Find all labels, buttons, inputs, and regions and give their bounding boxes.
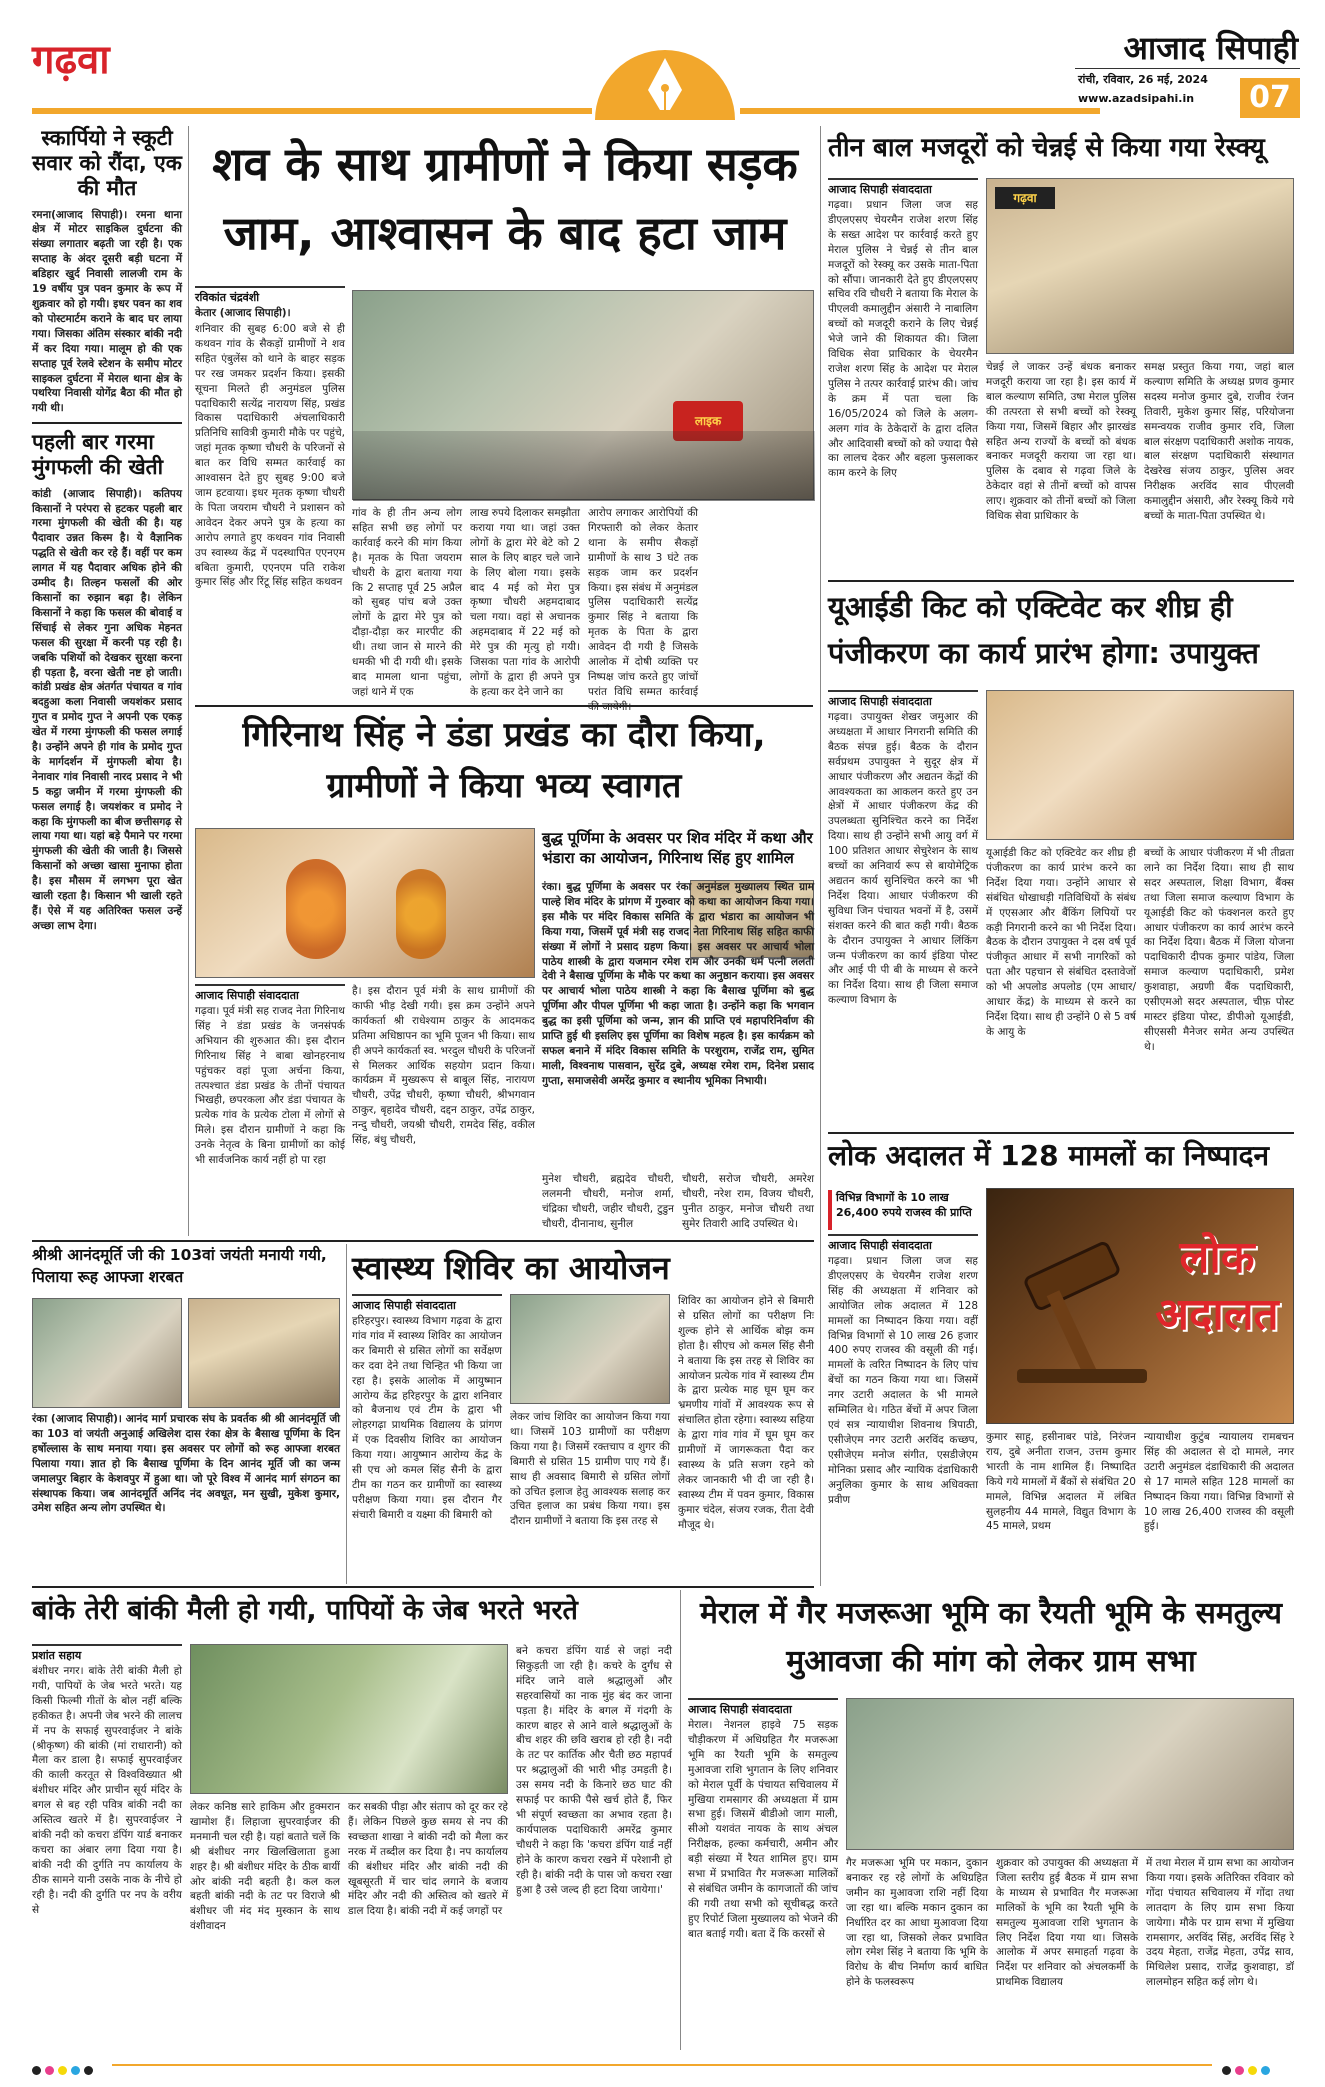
banke-river-photo	[190, 1644, 508, 1794]
uidai-byline: आजाद सिपाही संवाददाता	[828, 690, 978, 709]
rescue-photo	[986, 178, 1294, 354]
buddha-subheadline: बुद्ध पूर्णिमा के अवसर पर शिव मंदिर में कथा और भंडारा का आयोजन, गिरिनाथ सिंह हुए शामिल	[542, 829, 813, 868]
rescue-bottom-rule	[828, 580, 1294, 582]
main-col1: शनिवार की सुबह 6:00 बजे से ही कथवन गांव के सैकड़ों ग्रामीणों ने शव सहित एंबुलेंस को थाने के बाहर सड़क पर रख जमकर प्रदर्शन किया। इसकी सूचना मिलते ही अनुमंडल पुलिस पदाधिकारी सत्येंद्र नारायण सिंह, प्रखंड विकास पदाधिकारी अंचलाधिकारी प्रतिनिधि सावित्री कुमारी मौके पर पहुंचे, जहां मृतक कृष्णा चौधरी के परिजनों से बात कर विधि सम्मत कार्रवाई का आश्वासन देते हुए सुबह 9:00 बजे जाम हटवाया। इधर मृतक कृष्णा चौधरी के पिता जयराम चौधरी ने प्रशासन को आवेदन देकर अपने पुत्र के हत्या का आरोप लगाते हुए कथवन गांव निवासी उप स्वास्थ्य केंद्र में पदस्थापित एएनएम बबिता कुमारी, एएनएम पति राकेश कुमार सिंह और रिंटू सिंह सहित कथवन	[195, 323, 345, 589]
lok-image-text: लोक अदालत	[1155, 1232, 1279, 1341]
footer-line	[112, 2064, 1212, 2066]
registration-dots-right	[1222, 2060, 1274, 2079]
rescue-col1: गढ़वा। प्रधान जिला जज सह डीएलएसए चेयरमैन राजेश शरण सिंह के सख्त आदेश पर कार्रवाई करते हुए मेराल पुलिस ने चेन्नई से तीन बाल मजदूरों को रेस्क्यू कर उसके माता-पिता को सौंपा। जानकारी देते हुए डीएलएसए सचिव रवि चौधरी ने बताया कि मेराल के पीएलवी कमालुद्दीन अंसारी ने नाबालिग बच्चों को मजदूरी कराने के लिए चेन्नई भेजे जाने की शिकायत की। जिला विधिक सेवा प्राधिकार के चेयरमैन राजेश शरण सिंह के आदेश पर मेराल पुलिस ने तत्पर कार्रवाई प्रारंभ की। जांच के क्रम में पता चला कि 16/05/2024 को जिले के अलग-अलग गांव के ठेकेदारों के द्वारा दलित और आदिवासी बच्चों को को ज्यादा पैसे का लालच देकर और बहला फुसलाकर काम करने के लिए	[828, 199, 978, 480]
uidai-headline: यूआईडी किट को एक्टिवेट कर शीघ्र ही पंजीकरण का कार्य प्रारंभ होगा: उपायुक्त	[828, 590, 1259, 671]
pen-nib-icon	[590, 40, 740, 120]
left-column	[32, 126, 182, 1256]
paper-name: आजाद सिपाही	[1123, 29, 1298, 67]
story1-headline: स्कार्पियो ने स्कूटी सवार को रौंदा, एक की मौत	[32, 126, 182, 201]
masthead-rule-left	[32, 108, 592, 114]
banke-col3: कर सबकी पीड़ा और संताप को दूर कर रहे हैं। लेकिन पिछले कुछ समय से नप की स्वच्छता शाखा ने बांकी नदी को मैला कर नरक में तब्दील कर दिया है। नप कार्यालय की बंशीधर मंदिर और बांकी नदी की खूबसूरती में चार चांद लगाने के बजाय मंदिर और नदी की अस्तित्व को खतरे में डाल दिया है। बांकी नदी में कई जगहों पर	[348, 1801, 508, 1918]
website: www.azadsipahi.in	[1078, 92, 1195, 105]
girinath-col1: गढ़वा। पूर्व मंत्री सह राजद नेता गिरिनाथ सिंह ने डंडा प्रखंड के जनसंपर्क अभियान की शुरुआत की। इस दौरान गिरिनाथ सिंह ने बाबा खोनहरनाथ पहुंचकर वहां पूजा अर्चना किया, तत्पश्चात डंडा प्रखंड के तीनों पंचायत भिखही, छपरकला और डंडा पंचायत के प्रत्येक गांव के प्रत्येक टोला में लोगों से मिले। इस दौरान ग्रामीणों ने कहा कि उनके नेतृत्व के बिना ग्रामीणों का कोई भी सार्वजनिक कार्य नहीं हो पा रहा	[195, 1005, 345, 1167]
lok-col2: कुमार साहू, हसीनाबर पांडे, निरंजन राय, दुबे अनीता राजन, उत्तम कुमार भारती के नाम शामिल हैं। निष्पादित किये गये मामलों में बैंकों से संबंधित 20 मामले, विभिन्न अदालत में लंबित सुलहनीय 44 मामले, विद्युत विभाग के 45 मामले, प्रथम	[986, 1431, 1136, 1533]
anandmurti-photo-1	[32, 1298, 182, 1408]
pen-nib-emblem	[590, 40, 740, 120]
registration-dots-left	[32, 2060, 97, 2079]
masthead-divider	[1075, 68, 1300, 69]
lok-headline: लोक अदालत में 128 मामलों का निष्पादन	[828, 1139, 1269, 1172]
banke-col2: लेकर कनिष्ठ सारे हाकिम और हुक्मरान खामोश हैं। लिहाजा सुपरवाईजर की मनमानी चल रही है। यहां बताते चलें कि श्री बंशीधर नगर खिलखिलाता हुआ शहर है। श्री बंशीधर मंदिर के ठीक बायीं ओर बांकी नदी बहती है। कल कल बहती बांकी नदी के तट पर विराजे श्री बंशीधर जी मंद मंद मुस्कान के साथ वंशीवादन	[190, 1801, 340, 1933]
lok-sub-box: विभिन्न विभागों के 10 लाख 26,400 रुपये राजस्व की प्राप्ति	[828, 1190, 978, 1230]
banke-col4: बने कचरा डंपिंग यार्ड से जहां नदी सिकुड़ती जा रही है। कचरे के दुर्गंध से मंदिर जाने वाले श्रद्धालुओं और सहरवासियों का नाक मुंह बंद कर जाना पड़ता है। मंदिर के बगल में गंदगी के कारण बाहर से आने वाले श्रद्धालुओं के बीच शहर की छवि खराब हो रही है। नदी के तट पर कार्तिक और चैती छठ महापर्व पर श्रद्धालुओं की भारी भीड़ उमड़ती है। उस समय नदी के किनारे छठ घाट की सफाई पर काफी पैसे खर्च होते हैं, फिर भी संपूर्ण स्वच्छता का अभाव रहता है। कार्यपालक पदाधिकारी अमरेंद्र कुमार चौधरी ने कहा कि 'कचरा डंपिंग यार्ड नहीं होने के कारण कचरा रखने में परेशानी हो रही है। बांकी नदी के पास जो कचरा रखा हुआ है उसे जल्द ही हटा दिया जायेगा।'	[516, 1645, 672, 1896]
health-headline: स्वास्थ्य शिविर का आयोजन	[352, 1249, 670, 1287]
uidai-bottom-rule	[828, 1132, 1294, 1134]
truck-sign: लाइक	[673, 401, 743, 441]
meral-col1: मेराल। नेशनल हाइवे 75 सड़क चौड़ीकरण में अधिग्रहित गैर मजरूआ भूमि का रैयती भूमि के समतुल्य मुआवजा राशि भुगतान के लिए शनिवार को मेराल पूर्वी के पंचायत सचिवालय में मुखिया रामसागर की अध्यक्षता में ग्राम सभा हुई। जिसमें बीडीओ जाग माली, सीओ यशवंत नायक के साथ अंचल निरीक्षक, हल्का कर्मचारी, अमीन और बड़ी संख्या में रैयत शामिल हुए। ग्राम सभा में प्रभावित गैर मजरूआ मालिकों से संबंधित जमीन के कागजातों की जांच की गयी तथा सभी को सूचीबद्ध करते हुए रिपोर्ट जिला मुख्यालय को भेजने की बात बताई गयी। बता दें कि करसों से	[688, 1719, 838, 1940]
meral-col4: में तथा मेराल में ग्राम सभा का आयोजन किया गया। इसके अतिरिक्त रविवार को गोंदा पंचायत सचिवालय में गोंदा तथा लातदाग के लिए ग्राम सभा किया जायेगा। मौके पर ग्राम सभा में मुखिया रामसागर, अरविंद सिंह, अरविंद सिंह रे उदय मेहता, राजेंद्र मेहता, उपेंद्र साव, मिथिलेश प्रसाद, राजेंद्र कुशवाहा, डॉ लालमोहन सहित कई लोग थे।	[1146, 1857, 1294, 1989]
masthead	[0, 0, 1325, 120]
meral-headline: मेराल में गैर मजरूआ भूमि का रैयती भूमि के समतुल्य मुआवजा की मांग को लेकर ग्राम सभा	[699, 1596, 1282, 1679]
lok-adalat-image	[986, 1188, 1294, 1424]
story2-body: कांडी (आजाद सिपाही)। कतिपय किसानों ने परंपरा से हटकर पहली बार गरमा मुंगफली की खेती की है। यह पैदावार उन्नत किस्म है। ये वैज्ञानिक पद्धति से खेती कर रहे हैं। वहीं पर कम लागत में यह पैदावार अधिक होने की उम्मीद है। तिल्हन फसलों की ओर किसानों का रुझान बढ़ा है। लेकिन किसानों ने कहा कि फसल की बोवाई व सिंचाई से लेकर गुना अधिक मेहनत फसल की सुरक्षा में करनी पड़ रही है। जबकि पशियों को देखकर सुरक्षा करना ही पड़ता है, वरना खेती नष्ट हो जाती। कांडी प्रखंड क्षेत्र अंतर्गत पंचायत व गांव बदहुआ कला निवासी जयशंकर प्रसाद गुप्त व प्रमोद गुप्त ने अपनी एक एकड़ खेत में गरमा मुंगफली की फसल लगाई है। उन्होंने अपने ही गांव के प्रमोद गुप्त के मार्गदर्शन में मुंगफली बोया है। नेनावार गांव निवासी नारद प्रसाद ने भी 5 कट्ठा जमीन में गरमा मुंगफली की फसल लगाई है। जयशंकर व प्रमोद ने कहा कि मुंगफली का बीज छत्तीसगढ़ से लाया गया था। यहां बड़े पैमाने पर गरमा मुंगफली की खेती की जाती है। जिससे किसानों को अच्छा खासा मुनाफा होता है। इस मौसम में लगभग पूरा खेत खाली रहता है। किसान भी खाली रहते हैं। ऐसे में यह अतिरिक्त फसल उन्हें अच्छा लाभ देगा।	[32, 487, 182, 932]
buddha-body: रंका। बुद्ध पूर्णिमा के अवसर पर रंका अनुमंडल मुख्यालय स्थित ग्राम पाल्हे शिव मंदिर के प्रांगण में गुरुवार को कथा का आयोजन किया गया। इस मौके पर मंदिर विकास समिति के द्वारा भंडारा का आयोजन भी किया गया, जिसमें पूर्व मंत्री सह राजद नेता गिरिनाथ सिंह सहित काफी संख्या में लोगों ने प्रसाद ग्रहण किया। इस अवसर पर आचार्य भोला पाठेय शास्त्री के द्वारा यजमान रमेश राम और उनकी धर्म पत्नी ललती देवी ने बैसाख पूर्णिमा के मौके पर कथा का अनुष्ठान कराया। इस अवसर पर आचार्य भोला पाठेय शास्त्री ने कहा कि बैसाख पूर्णिमा को बुद्ध पूर्णिमा और पीपल पूर्णिमा भी कहा जाता है। उन्होंने कहा कि भगवान बुद्ध का इसी पूर्णिमा को जन्म, ज्ञान की प्राप्ति एवं महापरिनिर्वाण की प्राप्ति हुई थी इसलिए इस पूर्णिमा का विशेष महत्व है। इस कार्यक्रम को सफल बनाने में मंदिर विकास समिति के परशुराम, राजेंद्र राम, सुमित माली, विश्वनाथ पासवान, सुरेंद्र दुबे, अध्यक्ष रमेश राम, दिनेश प्रसाद गुप्ता, समाजसेवी अमरेंद्र कुमार व स्थानीय भूमिका निभायी।	[542, 881, 814, 1087]
rescue-headline: तीन बाल मजदूरों को चेन्नई से किया गया रेस्क्यू	[828, 133, 1265, 163]
main-col4: आरोप लगाकर आरोपियों की गिरफ्तारी को लेकर केतार थाना के समीप सैकड़ों ग्रामीणों के साथ 3 घंटे तक सड़क जाम कर प्रदर्शन किया। इस संबंध में अनुमंडल पुलिस पदाधिकारी सत्येंद्र कुमार सिंह ने बताया कि मृतक के पिता के द्वारा आवेदन दी गयी है जिसके आलोक में दोषी व्यक्ति पर निष्पक्ष जांच करते हुए जांचों परांत विधि सम्मत कार्रवाई	[588, 507, 698, 698]
girinath-byline: आजाद सिपाही संवाददाता	[195, 984, 345, 1003]
girinath-col2: है। इस दौरान पूर्व मंत्री के साथ ग्रामीणों की काफी भीड़ देखी गयी। इस क्रम उन्होंने अपने कार्यकर्ता श्री राधेश्याम ठाकुर के आदमकद प्रतिमा अधिष्ठापन का भूमि पूजन भी किया। साथ ही अपने कार्यकर्ता स्व. भरदुल चौधरी के परिजनों से मिलकर आर्थिक सहयोग प्रदान किया। कार्यक्रम में मुख्यरूप से बाबूल सिंह, नारायण चौधरी, उपेंद्र चौधरी, कृष्णा चौधरी, श्रीभगवान ठाकुर, बृहादेव चौधरी, दद्दन ठाकुर, उपेंद्र ठाकुर, नन्दु चौधरी, जयश्री चौधरी, रामदेव सिंह, वकील सिंह, बंधु चौधरी,	[352, 985, 535, 1147]
bottom-section-rule	[32, 1586, 814, 1588]
lok-col3: न्यायाधीश कुटुंब न्यायालय रामबचन सिंह की अदालत से दो मामले, नगर उटारी अनुमंडल दंडाधिकारी की अदालत से 17 मामले सहित 128 मामलों का निष्पादन किया गया। विभिन्न विभागों से 10 लाख 26,400 राजस्व की वसूली हुई।	[1144, 1431, 1294, 1533]
anandmurti-headline: श्रीश्री आनंदमूर्ति जी की 103वां जयंती मनायी गयी, पिलाया रूह आफ्जा शरबत	[32, 1246, 327, 1287]
health-col2: लेकर जांच शिविर का आयोजन किया गया था। जिसमें 103 ग्रामीणों का परीक्षण किया गया है। जिसमें रक्तचाप व शुगर की बिमारी से ग्रसित 15 ग्रामीण पाए गये हैं। साथ ही अवसाद बिमारी से ग्रसित लोगों को उचित इलाज हेतु आवश्यक सलाह कर उचित इलाज का प्रबंध किया गया। इस दौरान ग्रामीणों ने बताया कि इस तरह से	[510, 1411, 670, 1528]
meral-col3: शुक्रवार को उपायुक्त की अध्यक्षता में जिला स्तरीय हुई बैठक में ग्राम सभा के माध्यम से प्रभावित गैर मजरूआ मालिकों के भूमि का रैयती भूमि के समतुल्य मुआवजा राशि भुगतान के लिए निर्देश दिया गया था। जिसके आलोक में अपर समाहर्ता गढ़वा के निर्देश पर शनिवार को अंचलकर्मी के प्राथमिक विद्यालय	[996, 1857, 1138, 1989]
main-byline: रविकांत चंद्रवंशी	[195, 286, 345, 305]
girinath-names-2: चौधरी, सरोज चौधरी, अमरेश चौधरी, नरेश राम, विजय चौधरी, पुनीत ठाकुर, मनोज चौधरी तथा सुमेर तिवारी आदि उपस्थित थे।	[682, 1173, 814, 1230]
rescue-byline: आजाद सिपाही संवाददाता	[828, 178, 978, 197]
main-col-gap	[706, 506, 814, 706]
health-photo	[510, 1294, 670, 1404]
health-col3: शिविर का आयोजन होने से बिमारी से ग्रसित लोगों का परीक्षण निः शुल्क होने से आर्थिक बोझ कम होता है। सीएच ओ कमल सिंह सैनी ने बताया कि इस तरह से शिविर का आयोजन प्रत्येक गांव में स्वास्थ्य टीम के द्वारा प्रत्येक माह घूम घूम कर भ्रमणीय गांवों में आवश्यक रूप से संचालित होता रहेगा। स्वास्थ्य सहिया के द्वारा गांव गांव में घूम घूम कर ग्रामीणों में जागरूकता पैदा कर स्वास्थ्य के प्रति सजग रहने को लेकर जानकारी भी दी जा रही है। स्वास्थ्य टीम में पवन कुमार, विकास कुमार चंदेल, संजय रजक, रीता देवी मौजूद थे।	[678, 1295, 815, 1531]
page-number: 07	[1240, 78, 1300, 118]
main-dateline: केतार (आजाद सिपाही)।	[195, 307, 291, 319]
meral-col2: गैर मजरूआ भूमि पर मकान, दुकान बनाकर रह रहे लोगों के अधिग्रहित जमीन का मुआवजा राशि नहीं दिया जा रहा था। बल्कि मकान दुकान का निर्धारित दर का आधा मुआवजा दिया जा रहा था, जिसको लेकर प्रभावित लोग रमेश सिंह ने बताया कि भूमि के विरोध के बीच निर्माण कार्य बाधित होने के फलस्वरूप	[846, 1857, 988, 1989]
girinath-headline: गिरिनाथ सिंह ने डंडा प्रखंड का दौरा किया, ग्रामीणों ने किया भव्य स्वागत	[242, 715, 766, 806]
date-line: रांची, रविवार, 26 मई, 2024	[1078, 73, 1208, 86]
story1-body: रमना(आजाद सिपाही)। रमना थाना क्षेत्र में मोटर साइकिल दुर्घटना की संख्या लगातार बढ़ती जा रही है। एक सप्ताह के अंदर दूसरी बड़ी घटना में बडिहार खुर्द निवासी लालजी राम के 19 वर्षीय पुत्र पवन कुमार के रूप में शुक्रवार को हो गयी। इधर पवन का शव को पोस्टमार्टम कराने के बाद घर लाया गया। जिसका अंतिम संस्कार बांकी नदी में कर दिया गया। मालूम हो की एक सप्ताह पूर्व रेलवे स्टेशन के समीप मोटर साइकल दुर्घटना में मेराल थाना क्षेत्र के पथरिया निवासी योगेंद्र बैठा की मौत हो गयी थी।	[32, 208, 182, 415]
health-byline: आजाद सिपाही संवाददाता	[352, 1294, 502, 1313]
gavel-icon	[1007, 1229, 1157, 1389]
anandmurti-body: रंका (आजाद सिपाही)। आनंद मार्ग प्रचारक संघ के प्रवर्तक श्री श्री आनंदमूर्ति जी का 103 वां जयंती अनुआई अखिलेश दास रंका क्षेत्र के बैसाख पूर्णिमा के दिन हर्षोल्लास के साथ मनाया गया। इस अवसर पर लोगों को रूह आफ्जा शरबत पिलाया गया। ज्ञात हो कि बैसाख पूर्णिमा के दिन आनंद मूर्ति जी का जन्म जमालपुर बिहार के केशवपुर में हुआ था। जो पूरे विश्व में आनंद मार्ग संगठन का संस्थापक किया। जब आनंदमूर्ति अनिंद नंद अवधूत, मन सुखी, मुकेश कुमार, उमेश सहित अन्य लोग उपस्थित थे।	[32, 1413, 340, 1515]
main-bottom-rule	[195, 705, 813, 707]
uidai-col3: बच्चों के आधार पंजीकरण में भी तीव्रता लाने का निर्देश दिया। साथ ही साथ सदर अस्पताल, शिक्षा विभाग, बैंक्स तथा जिला समाज कल्याण विभाग के यूआईडी किट को फंक्शनल करते हुए आधार पंजीकरण का कार्य आरंभ करने का निर्देश दिया। बैठक में जिला योजना पदाधिकारी दीपक कुमार पांडेय, जिला समाज कल्याण पदाधिकारी, प्रमेश कुशवाहा, अग्रणी बैंक पदाधिकारी, एसीएमओ सदर अस्पताल, चीफ़ पोस्ट मास्टर इंडिया पोस्ट, डीपीओ यूआईडी, सीएससी मैनेजर समेत अन्य उपस्थित थे।	[1144, 847, 1294, 1053]
photo-crowd	[353, 431, 815, 501]
meral-photo	[846, 1698, 1294, 1850]
meral-byline: आजाद सिपाही संवाददाता	[688, 1698, 838, 1717]
section-title: गढ़वा	[32, 36, 110, 83]
right-section-rule	[820, 126, 821, 1586]
banke-rule	[680, 1590, 681, 2050]
anandmurti-rule	[346, 1244, 347, 1584]
left-col-rule	[188, 126, 189, 1236]
banke-col1: बंशीधर नगर। बांके तेरी बांकी मैली हो गयी, पापियों के जेब भरते भरते। यह किसी फिल्मी गीतों के बोल नहीं बल्कि हकीकत है। अपनी जेब भरने की लालच में नप के सफाई सुपरवाईजर ने बांके (श्रीकृष्ण) की बांकी (मां राधारानी) को मैला कर डाला है। सफाई सुपरवाईजर की काली करतूत से विश्वविख्यात श्री बंशीधर मंदिर और प्राचीन सूर्य मंदिर के बगल से बह रही पवित्र बांकी नदी का अस्तित्व खतरे में है। सुपरवाईजर ने बांकी नदी को कचरा डंपिंग यार्ड बनाकर कचरा का अंबार लगा दिया गया है। बांकी नदी की दुर्गति नप कार्यालय के ठीक सामने यानी उसके नाक के नीचे हो रही है। नदी की दुर्गति पर नप के वरीय से	[32, 1665, 182, 1916]
footer-bar	[32, 2058, 1294, 2072]
uidai-photo	[986, 690, 1294, 840]
garland	[286, 859, 346, 959]
girinath-names-1: मुनेश चौधरी, ब्रह्मदेव चौधरी, ललमनी चौधरी, मनोज शर्मा, चंद्रिका चौधरी, जहीर चौधरी, टुडुन चौधरी, दीनानाथ, सुनील	[542, 1173, 674, 1230]
main-headline: शव के साथ ग्रामीणों ने किया सड़क जाम, आश्वासन के बाद हटा जाम	[212, 137, 798, 260]
story2-headline: पहली बार गरमा मुंगफली की खेती	[32, 430, 164, 480]
rescue-col2: चेन्नई ले जाकर उन्हें बंधक बनाकर मजदूरी कराया जा रहा है। इस कार्य में बाल कल्याण समिति, उषा मेराल पुलिस की तत्परता से सभी बच्चों को रेस्क्यू किया गया, जिसमें बिहार और झारखंड सहित अन्य राज्यों के बच्चों को बंधक बनाकर मजदूरी कराया जा रहा था। पुलिस के दबाव से गढ़वा जिले के ठेकेदार वहां से तीनों बच्चों को वापस लाए। शुक्रवार को तीनों बच्चों को जिला विधिक सेवा प्राधिकार के	[986, 361, 1136, 523]
girinath-bottom-rule	[32, 1240, 814, 1242]
main-col2: गांव के ही तीन अन्य लोग सहित सभी छह लोगों पर कार्रवाई करने की मांग किया है। मृतक के पिता जयराम चौधरी के द्वारा बताया गया कि 2 सप्ताह पूर्व 25 अप्रैल को सुबह पांच बजे उक्त लोगों के द्वारा मेरे पुत्र को दौड़ा-दौड़ा कर मारपीट की थी। तथा जान से मारने की धमकी भी दी गयी थी। इसके बाद मामला थाना पहुंचा, जहां थाने में एक	[352, 507, 462, 698]
health-col1: हरिहरपुर। स्वास्थ्य विभाग गढ़वा के द्वारा गांव गांव में स्वास्थ्य शिविर का आयोजन कर बिमारी से ग्रसित लोगों का सर्वेक्षण कर दवा देने तथा चिन्हित भी किया जा रहा है। इसके आलोक में आयुष्मान आरोग्य केंद्र हरिहरपुर के द्वारा शनिवार को बैजनाथ एवं टीम के द्वारा भी लोहरगढ़ा प्राथमिक विद्यालय के प्रांगण में एक दिवसीय शिविर का आयोजन किया गया। आयुष्मान आरोग्य केंद्र के सी एच ओ कमल सिंह सैनी के द्वारा टीम का गठन कर ग्रामीणों का स्वास्थ्य परीक्षण किया गया। इस दौरान गैर संचारी बिमारी व यक्ष्मा की बिमारी को	[352, 1315, 502, 1521]
road-jam-photo	[352, 290, 814, 500]
masthead-rule-right	[740, 108, 1100, 114]
banke-headline: बांके तेरी बांकी मैली हो गयी, पापियों के जेब भरते भरते	[32, 1595, 578, 1626]
lok-col1: गढ़वा। प्रधान जिला जज सह डीएलएसए के चेयरमैन राजेश शरण सिंह की अध्यक्षता में शनिवार को आयोजित लोक अदालत में 128 मामलों का निष्पादन किया गया। वहीं विभिन्न विभागों से 10 लाख 26 हजार 400 रुपए राजस्व की वसूली की गई। मामलों के त्वरित निष्पादन के लिए पांच बेंचों का गठन किया गया था। जिसमें नगर उटारी अदालत के भी मामले सम्मिलित थे। गठित बेंचों में अपर जिला एवं सत्र न्यायाधीश शिवनाथ त्रिपाठी, एसीजेएम नगर उटारी अरविंद कच्छप, एसीजेएम मनोज संगीत, एसडीजेएम मोनिका प्रसाद और न्यायिक दंडाधिकारी अनुलिका कुमार के साथ अधिवक्ता प्रवीण	[828, 1255, 978, 1506]
uidai-col1: गढ़वा। उपायुक्त शेखर जमुआर की अध्यक्षता में आधार निगरानी समिति की बैठक संपन्न हुई। बैठक के दौरान सर्वप्रथम उपायुक्त ने सुदूर क्षेत्र में आधार पंजीकरण और अद्यतन केंद्रों की आवश्यकता का आकलन करते हुए उन क्षेत्रों में आधार पंजीकरण केंद्र की उपलब्धता सुनिश्चित करने का निर्देश दिया। साथ ही उन्होंने सभी आयु वर्ग में 100 प्रतिशत आधार सेचुरेशन के साथ बच्चों का अनिवार्य रूप से बायोमेट्रिक अद्यतन कार्य सुनिश्चित करने का भी निर्देश दिया। आधार पंजीकरण की सुविधा जिन पंचायत भवनों में है, उसमें संशक्त करने की बात कही गयी। बैठक के दौरान उपायुक्त ने आधार लिंकिंग जन्म पंजीकरण का कार्य इंडिया पोस्ट और आई पी पी बी के माध्यम से करने का निर्देश दिया। साथ ही जिला समाज कल्याण विभाग के	[828, 711, 978, 1007]
girinath-photo	[195, 828, 535, 978]
rescue-photo-label: गढ़वा	[995, 187, 1055, 209]
rescue-col3: समक्ष प्रस्तुत किया गया, जहां बाल कल्याण समिति के अध्यक्ष प्रणव कुमार सदस्य मनोज कुमार दुबे, राजीव रंजन तिवारी, मुकेश कुमार सिंह, परियोजना समन्वयक राजीव कुमार रवि, जिला बाल संरक्षण पदाधिकारी अशोक नायक, बाल संरक्षण पदाधिकारी संस्थागत देखरेख संजय ठाकुर, पुलिस अवर निरीक्षक अरविंद साव पीएलवी कमालुद्दीन अंसारी, और रेस्क्यू किये गये बच्चों के माता-पिता उपस्थित थे।	[1144, 361, 1294, 523]
lok-byline: आजाद सिपाही संवाददाता	[828, 1234, 978, 1253]
uidai-col2: यूआईडी किट को एक्टिवेट कर शीघ्र ही पंजीकरण का कार्य प्रारंभ करने का निर्देश दिया गया। उन्होंने आधार से संबंधित धोखाधड़ी गतिविधियों के संबंध में एएसआर और बैंकिंग लिपियों पर कड़ी निगरानी करने का भी निर्देश दिया। बैठक के दौरान उपायुक्त ने दस वर्ष पूर्व पंजीकृत आधार में सभी नागरिकों को पता और पहचान से संबंधित दस्तावेजों को भी अपलोड अपलोड (एम आधार/आधार केंद्र) के माध्यम से करने का निर्देश दिया। साथ ही उन्होंने 0 से 5 वर्ष के आयु के	[986, 847, 1136, 1038]
anandmurti-photo-2	[188, 1298, 340, 1408]
banke-byline: प्रशांत सहाय	[32, 1644, 182, 1663]
main-col3: लाख रुपये दिलाकर समझौता कराया गया था। जहां उक्त लोगों के द्वारा मेरे बेटे को 2 साल के लिए बाहर चले जाने के लिए बोला गया। इसके बाद 4 मई को मेरा पुत्र कृष्णा चौधरी अहमदाबाद चला गया। वहां से अचानक अहमदाबाद में 22 मई को मेरे पुत्र की मृत्यु हो गयी। जिसका पता गांव के आरोपी लोगों के द्वारा ही अपने पुत्र के हत्या कर देने जाने का	[470, 507, 581, 698]
garland-2	[396, 869, 446, 959]
